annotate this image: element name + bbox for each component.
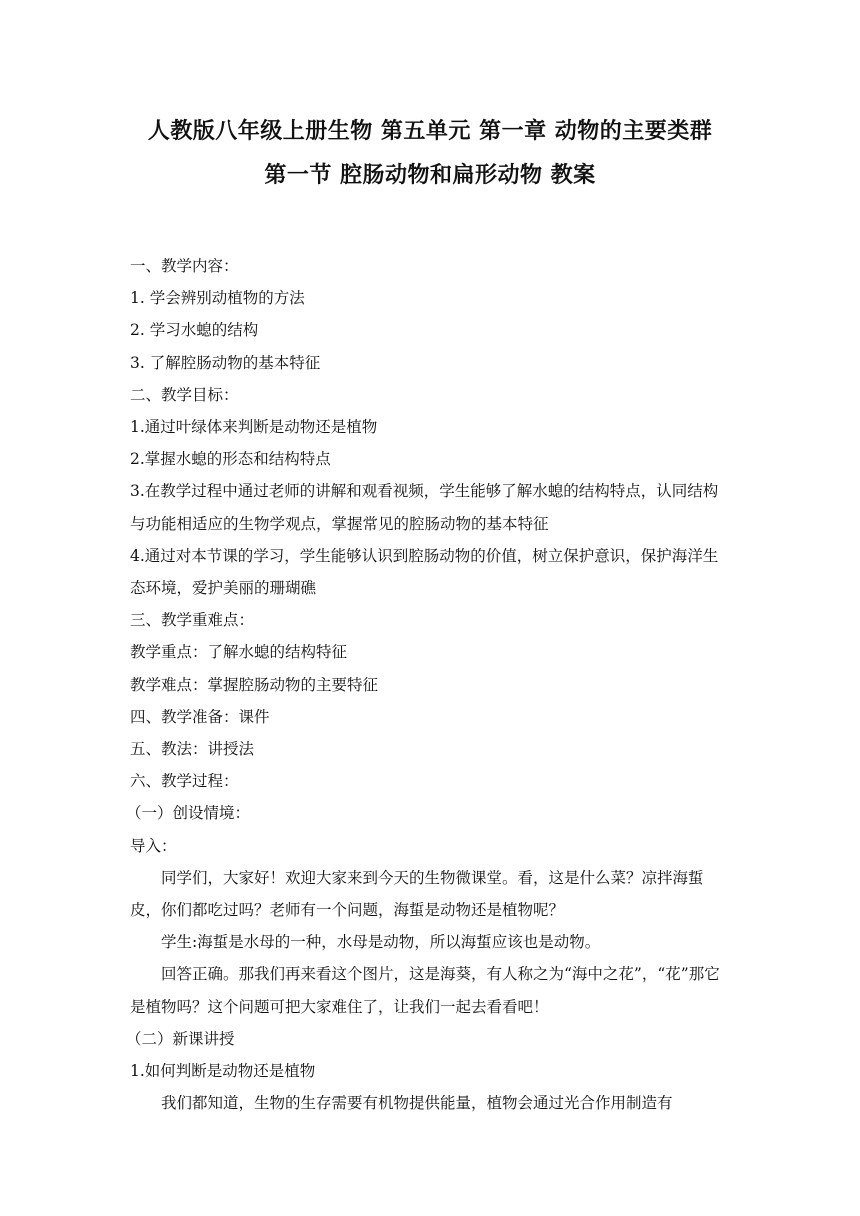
paragraph: 教学重点：了解水螅的结构特征 [130, 643, 348, 662]
section-heading: 二、教学目标： [130, 385, 239, 404]
subsection-heading: （二）新课讲授 [126, 1029, 235, 1048]
section-heading: 四、教学准备：课件 [130, 707, 270, 726]
paragraph: 回答正确。那我们再来看这个图片，这是海葵，有人称之为“海中之花”，“花”那它是植物吗？这个问题可把大家难住了，让我们一起去看看吧！ [130, 965, 720, 1016]
list-item: 2.掌握水螅的形态和结构特点 [130, 450, 331, 469]
list-item: 2. 学习水螅的结构 [130, 321, 259, 340]
section-heading: 一、教学内容： [130, 257, 239, 275]
list-item: 3. 了解腔肠动物的基本特征 [130, 353, 321, 372]
section-heading: 三、教学重难点： [130, 611, 255, 630]
list-item: 1. 学会辨别动植物的方法 [130, 289, 305, 308]
subsection-heading: （一）创设情境： [126, 804, 251, 823]
list-item: 3.在教学过程中通过老师的讲解和观看视频，学生能够了解水螅的结构特点，认同结构与功能相适应的生物学观点，掌握常见的腔肠动物的基本特征 [130, 482, 719, 533]
paragraph: 导入： [130, 836, 177, 855]
list-item: 4.通过对本节课的学习，学生能够认识到腔肠动物的价值，树立保护意识，保护海洋生态环境，爱护美丽的珊瑚礁 [130, 546, 719, 598]
paragraph: 1.如何判断是动物还是植物 [130, 1062, 316, 1081]
document-body [126, 250, 730, 1119]
document-title: 人教版八年级上册生物 第五单元 第一章 动物的主要类群 [147, 119, 713, 144]
section-heading: 六、教学过程： [130, 772, 239, 791]
document-subtitle: 第一节 腔肠动物和扁形动物 教案 [264, 163, 596, 188]
paragraph: 教学难点：掌握腔肠动物的主要特征 [130, 675, 379, 694]
paragraph: 我们都知道，生物的生存需要有机物提供能量，植物会通过光合作用制造有 [161, 1094, 673, 1113]
paragraph: 同学们，大家好！欢迎大家来到今天的生物微课堂。看，这是什么菜？凉拌海蜇皮，你们都吃过吗？老师有一个问题，海蜇是动物还是植物呢？ [130, 868, 704, 920]
paragraph: 学生:海蜇是水母的一种，水母是动物，所以海蜇应该也是动物。 [161, 933, 601, 952]
list-item: 1.通过叶绿体来判断是动物还是植物 [130, 418, 378, 437]
section-heading: 五、教法：讲授法 [130, 740, 255, 759]
